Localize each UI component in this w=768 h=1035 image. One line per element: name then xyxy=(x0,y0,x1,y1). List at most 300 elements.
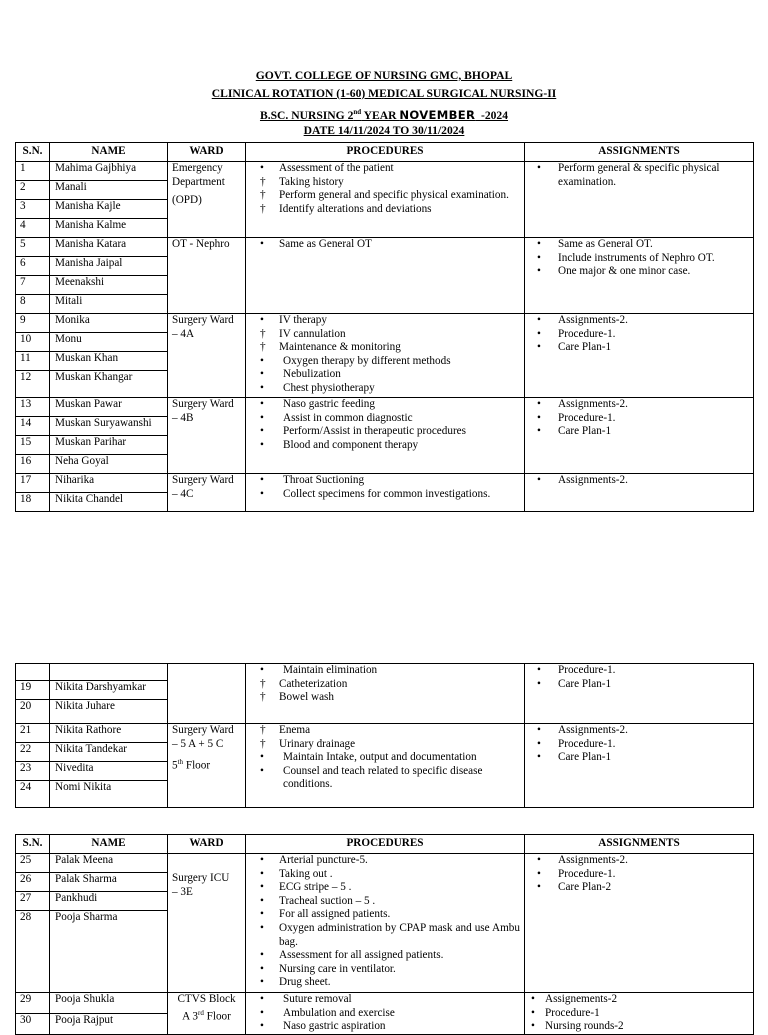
ward-line: – 4C xyxy=(172,487,194,500)
name-cell: Monika xyxy=(50,314,168,333)
sn-cell: 3 xyxy=(16,200,50,219)
list-item xyxy=(529,724,749,738)
table-row xyxy=(16,664,754,681)
ward-line: CTVS Block xyxy=(177,993,236,1005)
item-text: Maintain elimination xyxy=(283,664,378,676)
ward-cell xyxy=(168,314,246,398)
ward-line xyxy=(172,756,241,773)
bullet-icon: • xyxy=(537,411,541,424)
sn-cell: 17 xyxy=(16,474,50,493)
list-item xyxy=(250,398,520,412)
item-text: Chest physiotherapy xyxy=(283,381,375,394)
dagger-icon: † xyxy=(260,691,266,704)
bullet-icon: • xyxy=(260,425,264,438)
item-text: Perform general and specific physical examination. xyxy=(279,189,509,202)
list-item xyxy=(250,203,520,217)
ward-cell xyxy=(168,854,246,993)
bullet-icon: • xyxy=(260,921,264,934)
list-item xyxy=(250,691,520,705)
bullet-icon: • xyxy=(260,411,264,424)
name-cell: Manisha Jaipal xyxy=(50,257,168,276)
item-text: Counsel and teach related to specific disease conditions. xyxy=(283,764,483,791)
item-text: Assignments-2. xyxy=(558,474,628,486)
name-cell: Muskan Pawar xyxy=(50,398,168,417)
bullet-icon: • xyxy=(531,1020,535,1033)
assignments-list xyxy=(529,238,749,279)
list-item xyxy=(529,678,749,692)
bullet-icon: • xyxy=(537,677,541,690)
bullet-icon: • xyxy=(260,976,264,989)
bullet-icon: • xyxy=(537,251,541,264)
ward-line: Emergency xyxy=(172,162,223,174)
list-item xyxy=(250,895,520,909)
name-cell: Pooja Sharma xyxy=(50,911,168,993)
dagger-icon: † xyxy=(260,341,266,354)
item-text: Ambulation and exercise xyxy=(283,1006,395,1019)
item-text: Enema xyxy=(279,724,311,736)
item-text: Care Plan-2 xyxy=(558,881,612,894)
list-item xyxy=(250,868,520,882)
list-item xyxy=(529,341,749,355)
item-text: Perform general & specific physical examination. xyxy=(558,162,720,188)
name-cell: Manali xyxy=(50,181,168,200)
course-month: NOVEMBER xyxy=(399,107,476,122)
item-text: Assessment for all assigned patients. xyxy=(279,949,444,962)
list-item xyxy=(529,162,749,189)
floor-number: 5 xyxy=(172,759,178,772)
list-item xyxy=(529,252,749,266)
table-row xyxy=(16,474,754,493)
name-cell: Niharika xyxy=(50,474,168,493)
item-text: Tracheal suction – 5 . xyxy=(279,894,376,907)
col-procedures: PROCEDURES xyxy=(246,143,525,162)
bullet-icon: • xyxy=(260,238,264,250)
assignments-list xyxy=(529,854,749,895)
name-cell: Muskan Khangar xyxy=(50,371,168,398)
sn-cell: 30 xyxy=(16,1013,50,1034)
list-item xyxy=(529,993,749,1007)
ward-line: – 4A xyxy=(172,327,195,340)
assignments-cell xyxy=(525,854,754,993)
bullet-icon: • xyxy=(260,368,264,381)
item-text: Oxygen therapy by different methods xyxy=(283,354,451,367)
list-item xyxy=(250,341,520,355)
title-date: DATE 14/11/2024 TO 30/11/2024 xyxy=(303,124,465,137)
list-item xyxy=(250,1007,520,1021)
bullet-icon: • xyxy=(260,894,264,907)
assignments-cell xyxy=(525,724,754,808)
item-text: Taking history xyxy=(279,175,344,188)
item-text: Assignements-2 xyxy=(545,993,618,1005)
bullet-icon: • xyxy=(537,751,541,764)
item-text: Bowel wash xyxy=(279,691,334,704)
item-text: Include instruments of Nephro OT. xyxy=(558,251,715,264)
assignments-list xyxy=(529,398,749,439)
bullet-icon: • xyxy=(260,867,264,880)
list-item xyxy=(529,412,749,426)
procedures-cell xyxy=(246,664,525,724)
procedures-list xyxy=(250,724,520,792)
procedures-list xyxy=(250,854,520,990)
table-row xyxy=(16,238,754,257)
ward-cell xyxy=(168,993,246,1035)
item-text: Same as General OT. xyxy=(558,238,653,250)
item-text: Naso gastric aspiration xyxy=(283,1020,386,1033)
list-item xyxy=(529,664,749,678)
course-year: YEAR xyxy=(361,108,400,122)
list-item xyxy=(250,355,520,369)
item-text: Procedure-1. xyxy=(558,737,616,750)
bullet-icon: • xyxy=(537,664,541,676)
bullet-icon: • xyxy=(531,1006,535,1019)
assignments-cell xyxy=(525,993,754,1035)
assignments-cell xyxy=(525,664,754,724)
list-item xyxy=(250,963,520,977)
list-item xyxy=(250,738,520,752)
ward-cell xyxy=(168,238,246,314)
assignments-cell xyxy=(525,238,754,314)
ward-cell xyxy=(168,724,246,808)
bullet-icon: • xyxy=(260,664,264,676)
item-text: Nursing rounds-2 xyxy=(545,1020,624,1033)
name-cell: Manisha Kajle xyxy=(50,200,168,219)
bullet-icon: • xyxy=(260,949,264,962)
item-text: Assessment of the patient xyxy=(279,162,394,174)
bullet-icon: • xyxy=(531,993,535,1005)
bullet-icon: • xyxy=(537,341,541,354)
item-text: Suture removal xyxy=(283,993,352,1005)
list-item xyxy=(250,993,520,1007)
dagger-icon: † xyxy=(260,175,266,188)
bullet-icon: • xyxy=(537,398,541,410)
list-item xyxy=(250,922,520,949)
sn-cell: 10 xyxy=(16,333,50,352)
item-text: Naso gastric feeding xyxy=(283,398,375,410)
item-text: Arterial puncture-5. xyxy=(279,854,368,866)
list-item xyxy=(529,314,749,328)
sn-cell: 8 xyxy=(16,295,50,314)
name-cell: Nikita Juhare xyxy=(50,700,168,724)
procedures-list xyxy=(250,474,520,501)
procedures-cell xyxy=(246,162,525,238)
procedures-cell xyxy=(246,474,525,512)
assignments-cell xyxy=(525,314,754,398)
name-cell: Manisha Katara xyxy=(50,238,168,257)
sn-cell: 14 xyxy=(16,417,50,436)
table-row xyxy=(16,993,754,1014)
bullet-icon: • xyxy=(260,751,264,764)
sn-cell: 22 xyxy=(16,743,50,762)
sn-cell: 9 xyxy=(16,314,50,333)
bullet-icon: • xyxy=(260,764,264,777)
ward-line: Surgery ICU xyxy=(172,872,230,884)
name-cell: Mitali xyxy=(50,295,168,314)
list-item xyxy=(250,949,520,963)
item-text: For all assigned patients. xyxy=(279,908,391,921)
item-text: Perform/Assist in therapeutic procedures xyxy=(283,425,466,438)
bullet-icon: • xyxy=(260,314,264,326)
item-text: Procedure-1 xyxy=(545,1006,600,1019)
floor-number: A 3 xyxy=(182,1010,198,1023)
item-text: Procedure-1. xyxy=(558,664,616,676)
name-cell: Pooja Rajput xyxy=(50,1013,168,1034)
bullet-icon: • xyxy=(537,314,541,326)
procedures-cell xyxy=(246,314,525,398)
floor-label: Floor xyxy=(203,1010,231,1023)
assignments-list xyxy=(529,664,749,691)
bullet-icon: • xyxy=(260,854,264,866)
name-cell: Muskan Khan xyxy=(50,352,168,371)
procedures-list xyxy=(250,993,520,1034)
name-cell: Nivedita xyxy=(50,762,168,781)
bullet-icon: • xyxy=(537,737,541,750)
ward-line: (OPD) xyxy=(172,194,202,207)
bullet-icon: • xyxy=(260,474,264,486)
bullet-icon: • xyxy=(260,993,264,1005)
procedures-list xyxy=(250,162,520,216)
list-item xyxy=(250,162,520,176)
list-item xyxy=(529,398,749,412)
ward-line: OT - Nephro xyxy=(172,238,230,250)
floor-sup: th xyxy=(177,758,184,767)
name-cell: Nikita Rathore xyxy=(50,724,168,743)
sn-cell: 13 xyxy=(16,398,50,417)
item-text: Care Plan-1 xyxy=(558,425,612,438)
name-cell: Muskan Parihar xyxy=(50,436,168,455)
sn-cell: 16 xyxy=(16,455,50,474)
col-assignments: ASSIGNMENTS xyxy=(525,835,754,854)
bullet-icon: • xyxy=(260,398,264,410)
list-item xyxy=(250,908,520,922)
list-item xyxy=(529,238,749,252)
table-header-row xyxy=(16,835,754,854)
bullet-icon: • xyxy=(260,908,264,921)
list-item xyxy=(250,328,520,342)
list-item xyxy=(250,368,520,382)
item-text: Identify alterations and deviations xyxy=(279,202,432,215)
name-cell: Palak Sharma xyxy=(50,873,168,892)
list-item xyxy=(250,474,520,488)
item-text: Care Plan-1 xyxy=(558,341,612,354)
list-item xyxy=(250,664,520,678)
sn-cell: 5 xyxy=(16,238,50,257)
item-text: Procedure-1. xyxy=(558,867,616,880)
sn-cell: 2 xyxy=(16,181,50,200)
list-item xyxy=(529,328,749,342)
item-text: Drug sheet. xyxy=(279,976,331,989)
bullet-icon: • xyxy=(260,1006,264,1019)
col-ward: WARD xyxy=(168,835,246,854)
sn-cell: 6 xyxy=(16,257,50,276)
title-rotation: CLINICAL ROTATION (1-60) MEDICAL SURGICAL NURSING-II xyxy=(211,87,557,100)
bullet-icon: • xyxy=(537,881,541,894)
course-year-num: -2024 xyxy=(475,108,509,122)
name-cell: Monu xyxy=(50,333,168,352)
list-item xyxy=(250,751,520,765)
name-cell: Neha Goyal xyxy=(50,455,168,474)
list-item xyxy=(250,189,520,203)
assignments-cell xyxy=(525,398,754,474)
list-item xyxy=(250,382,520,396)
col-assignments: ASSIGNMENTS xyxy=(525,143,754,162)
procedures-cell xyxy=(246,238,525,314)
sn-cell: 12 xyxy=(16,371,50,398)
list-item xyxy=(250,854,520,868)
col-ward: WARD xyxy=(168,143,246,162)
col-sn: S.N. xyxy=(16,835,50,854)
bullet-icon: • xyxy=(537,724,541,736)
assignments-list xyxy=(529,162,749,189)
list-item xyxy=(529,425,749,439)
name-cell xyxy=(50,664,168,681)
item-text: Throat Suctioning xyxy=(283,474,365,486)
sn-cell: 20 xyxy=(16,700,50,724)
procedures-list xyxy=(250,664,520,705)
procedures-list xyxy=(250,238,520,252)
ward-cell xyxy=(168,474,246,512)
list-item xyxy=(250,881,520,895)
sn-cell: 7 xyxy=(16,276,50,295)
item-text: Procedure-1. xyxy=(558,327,616,340)
procedures-cell xyxy=(246,398,525,474)
item-text: One major & one minor case. xyxy=(558,265,691,278)
bullet-icon: • xyxy=(260,487,264,500)
sn-cell: 25 xyxy=(16,854,50,873)
bullet-icon: • xyxy=(537,327,541,340)
list-item xyxy=(250,488,520,502)
ward-cell xyxy=(168,162,246,238)
course-text: B.SC. NURSING 2 xyxy=(259,108,354,122)
item-text: Assignments-2. xyxy=(558,724,628,736)
table-header-row xyxy=(16,143,754,162)
item-text: Collect specimens for common investigations. xyxy=(283,487,491,500)
procedures-cell xyxy=(246,993,525,1035)
bullet-icon: • xyxy=(537,854,541,866)
item-text: IV therapy xyxy=(279,314,327,326)
list-item xyxy=(529,265,749,279)
table-row xyxy=(16,398,754,417)
assignments-cell xyxy=(525,162,754,238)
course-sup: nd xyxy=(353,108,362,116)
table-row xyxy=(16,724,754,743)
ward-cell xyxy=(168,398,246,474)
table-row xyxy=(16,314,754,333)
item-text: Nursing care in ventilator. xyxy=(279,962,396,975)
item-text: Maintenance & monitoring xyxy=(279,341,401,354)
ward-line: – 4B xyxy=(172,411,194,424)
name-cell: Meenakshi xyxy=(50,276,168,295)
sn-cell: 1 xyxy=(16,162,50,181)
bullet-icon: • xyxy=(260,962,264,975)
name-cell: Manisha Kalme xyxy=(50,219,168,238)
procedures-list xyxy=(250,398,520,452)
list-item xyxy=(250,238,520,252)
name-cell: Muskan Suryawanshi xyxy=(50,417,168,436)
list-item xyxy=(250,678,520,692)
sn-cell: 4 xyxy=(16,219,50,238)
col-name: NAME xyxy=(50,143,168,162)
ward-cell xyxy=(168,664,246,724)
bullet-icon: • xyxy=(260,381,264,394)
item-text: Assignments-2. xyxy=(558,398,628,410)
item-text: ECG stripe – 5 . xyxy=(279,881,352,894)
item-text: Maintain Intake, output and documentation xyxy=(283,751,477,764)
list-item xyxy=(250,412,520,426)
sn-cell: 24 xyxy=(16,781,50,808)
procedures-cell xyxy=(246,724,525,808)
item-text: Urinary drainage xyxy=(279,737,356,750)
sn-cell: 29 xyxy=(16,993,50,1014)
ward-line: Surgery Ward xyxy=(172,314,234,326)
list-item xyxy=(529,881,749,895)
list-item xyxy=(250,425,520,439)
bullet-icon: • xyxy=(537,425,541,438)
floor-sup: rd xyxy=(197,1008,204,1017)
dagger-icon: † xyxy=(260,202,266,215)
bullet-icon: • xyxy=(260,162,264,174)
list-item xyxy=(529,738,749,752)
assignments-list xyxy=(529,724,749,765)
list-item xyxy=(529,1007,749,1021)
sn-cell: 18 xyxy=(16,493,50,512)
item-text: Care Plan-1 xyxy=(558,751,612,764)
bullet-icon: • xyxy=(537,265,541,278)
sn-cell: 27 xyxy=(16,892,50,911)
name-cell: Nikita Darshyamkar xyxy=(50,681,168,700)
table-row xyxy=(16,854,754,873)
list-item xyxy=(250,1020,520,1034)
sn-cell: 26 xyxy=(16,873,50,892)
sn-cell: 21 xyxy=(16,724,50,743)
dagger-icon: † xyxy=(260,327,266,340)
bullet-icon: • xyxy=(537,474,541,486)
list-item xyxy=(250,765,520,792)
sn-cell: 28 xyxy=(16,911,50,993)
rotation-table-2 xyxy=(15,663,754,808)
sn-cell: 23 xyxy=(16,762,50,781)
list-item xyxy=(250,976,520,990)
item-text: Procedure-1. xyxy=(558,411,616,424)
list-item xyxy=(250,724,520,738)
floor-label: Floor xyxy=(183,759,211,772)
bullet-icon: • xyxy=(537,867,541,880)
name-cell: Nikita Chandel xyxy=(50,493,168,512)
list-item xyxy=(250,176,520,190)
procedures-cell xyxy=(246,854,525,993)
list-item xyxy=(529,474,749,488)
name-cell: Mahima Gajbhiya xyxy=(50,162,168,181)
list-item xyxy=(250,439,520,453)
list-item xyxy=(529,1020,749,1034)
list-item xyxy=(529,854,749,868)
name-cell: Pooja Shukla xyxy=(50,993,168,1014)
bullet-icon: • xyxy=(537,162,541,174)
list-item xyxy=(529,751,749,765)
col-sn: S.N. xyxy=(16,143,50,162)
item-text: Oxygen administration by CPAP mask and use Ambu bag. xyxy=(279,921,520,948)
item-text: Care Plan-1 xyxy=(558,677,612,690)
col-name: NAME xyxy=(50,835,168,854)
item-text: Assignments-2. xyxy=(558,314,628,326)
ward-line: Surgery Ward xyxy=(172,724,234,736)
list-item xyxy=(529,868,749,882)
item-text: Assignments-2. xyxy=(558,854,628,866)
assignments-list xyxy=(529,314,749,355)
item-text: IV cannulation xyxy=(279,327,346,340)
bullet-icon: • xyxy=(260,438,264,451)
procedures-list xyxy=(250,314,520,396)
item-text: Taking out . xyxy=(279,867,333,880)
